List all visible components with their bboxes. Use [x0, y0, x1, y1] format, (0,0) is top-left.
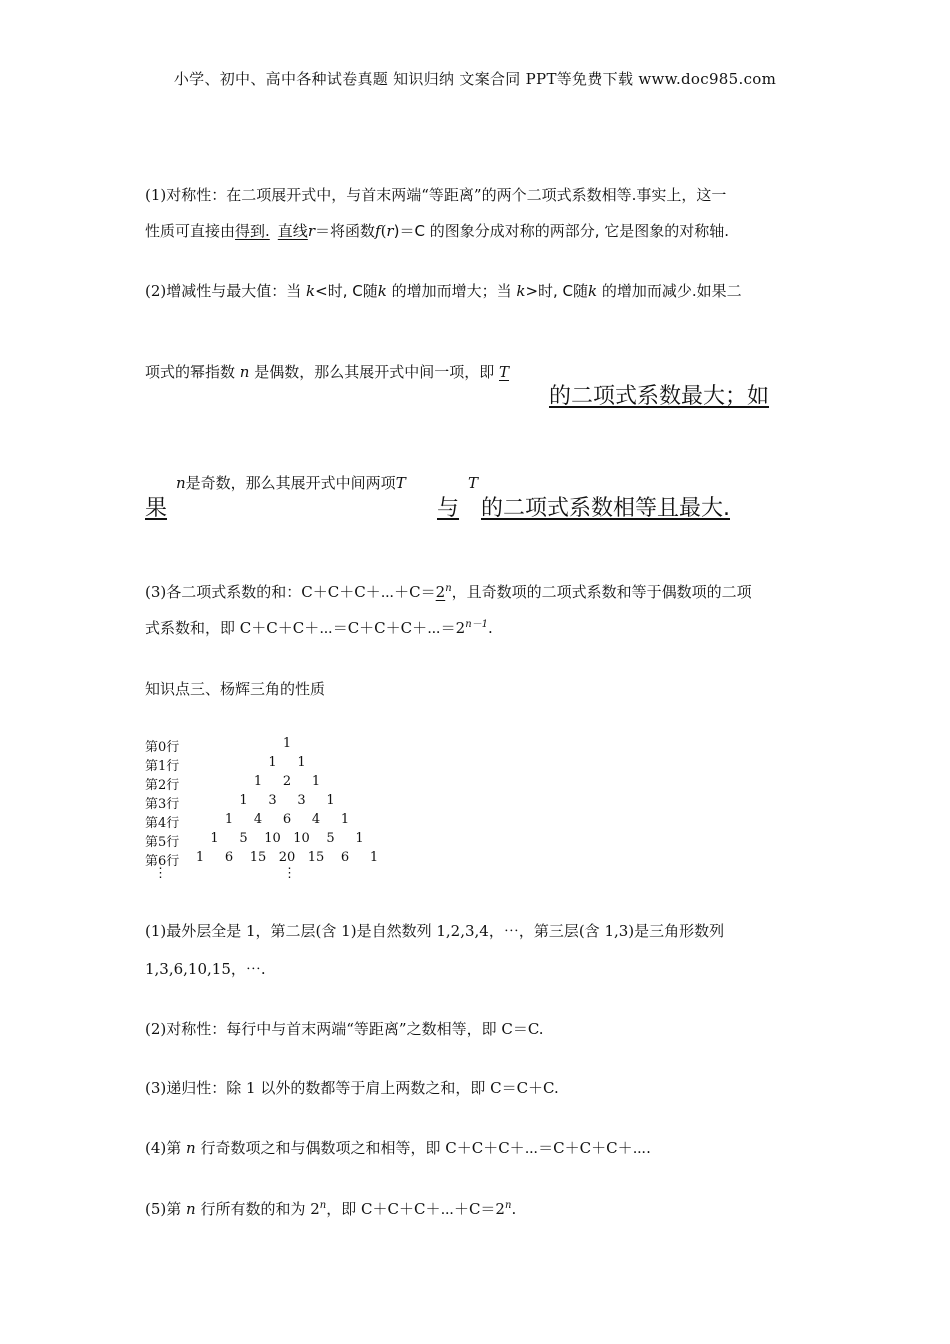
symmetry-text-1: (1)对称性：在二项展开式中，与首末两端“等距离”的两个二项式系数相等.事实上，这一 — [145, 186, 727, 204]
triangle-row-label: 第1行 — [145, 759, 180, 774]
triangle-number: 10 — [293, 831, 310, 846]
var-k3: k — [516, 282, 526, 300]
prop-3 — [145, 1081, 559, 1096]
triangle-number: 1 — [239, 793, 248, 808]
monotonic-big-text-2 — [145, 491, 167, 522]
sum-text-1a: (3)各二项式系数的和：C＋C＋C＋⋯＋C＝ — [145, 583, 436, 601]
header-text: 小学、初中、高中各种试卷真题 知识归纳 文案合同 PPT等免费下载 www.doc985.com — [173, 70, 777, 88]
vdots-center — [283, 866, 296, 881]
symmetry-text-2c: 直线 — [277, 222, 308, 240]
triangle-row-label: 第2行 — [145, 778, 180, 793]
triangle-number: 1 — [369, 850, 379, 865]
triangle-number: 3 — [297, 793, 306, 808]
triangle-number: 1 — [297, 755, 306, 770]
big-text-equal-max: 的二项式系数相等且最大. — [481, 496, 730, 521]
section-title-text: 知识点三、杨辉三角的性质 — [145, 680, 326, 698]
big-text-max: 的二项式系数最大；如 — [549, 384, 770, 409]
triangle-row-label: 第5行 — [145, 835, 180, 850]
prop-5-text-b: 行所有数的和为 2 — [195, 1200, 320, 1218]
prop-5-text-c: ，即 C＋C＋C＋⋯＋C＝2 — [326, 1200, 505, 1218]
triangle-row-label: 第0行 — [145, 740, 180, 755]
prop-5-sup-1: n — [319, 1200, 327, 1211]
prop-2 — [145, 1022, 544, 1037]
prop-1-line-2 — [145, 962, 266, 977]
sum-text-1c: ，且奇数项的二项式系数和等于偶数项的二项 — [451, 583, 752, 601]
monotonic-big-text-1 — [549, 379, 769, 410]
triangle-number: 3 — [268, 793, 277, 808]
triangle-row-label: 第3行 — [145, 797, 180, 812]
sum-sup-n-1: n－1 — [465, 619, 488, 630]
prop-1-text-1: (1)最外层全是 1，第二层(含 1)是自然数列 1,2,3,4，⋯，第三层(含 1,3)是三角形数列 — [145, 922, 725, 940]
symmetry-var-r1: r — [307, 222, 315, 240]
triangle-number: 1 — [282, 736, 292, 751]
triangle-number: 20 — [278, 850, 296, 865]
triangle-number: 1 — [253, 774, 263, 789]
symmetry-line-2 — [145, 224, 729, 239]
prop-2-text: (2)对称性：每行中与首末两端“等距离”之数相等，即 C＝C. — [145, 1020, 544, 1038]
sum-text-1b: 2 — [435, 583, 446, 601]
monotonic-text-2b: 是偶数，那么其展开式中间一项，即 — [249, 363, 499, 381]
triangle-number: 1 — [355, 831, 364, 846]
triangle-number: 2 — [282, 774, 292, 789]
monotonic-line-2 — [145, 365, 509, 380]
triangle-row-label: 第4行 — [145, 816, 180, 831]
var-k1: k — [306, 282, 316, 300]
symmetry-text-2i: )＝C 的图象分成对称的两部分, 它是图象的对称轴. — [393, 222, 729, 240]
sum-text-2a: 式系数和，即 C＋C＋C＋⋯＝C＋C＋C＋⋯＝2 — [145, 619, 466, 637]
vdots-left-glyph: ⋮ — [154, 866, 167, 881]
monotonic-text-1b: <时, C随 — [315, 282, 378, 300]
var-k2: k — [377, 282, 387, 300]
sum-text-2b: . — [488, 619, 493, 637]
monotonic-text-2a: 项式的幂指数 — [145, 363, 240, 381]
symmetry-var-r2: r — [386, 222, 394, 240]
monotonic-text-1e: 的增加而减少.如果二 — [597, 282, 742, 300]
prop-5-var-n: n — [186, 1200, 196, 1218]
var-n2: n — [176, 474, 186, 492]
monotonic-T3 — [468, 476, 478, 491]
vdots-center-glyph: ⋮ — [283, 866, 296, 881]
triangle-number: 15 — [249, 850, 267, 865]
var-T1: T — [499, 363, 510, 381]
triangle-number: 1 — [268, 755, 277, 770]
triangle-number: 6 — [282, 812, 292, 827]
triangle-number: 1 — [311, 774, 321, 789]
monotonic-line-1 — [145, 284, 742, 299]
section-title — [145, 682, 325, 697]
monotonic-big-text-4 — [481, 491, 730, 522]
monotonic-text-1d: >时, C随 — [525, 282, 589, 300]
triangle-number: 15 — [307, 850, 325, 865]
sum-line-2 — [145, 620, 493, 636]
var-T2: T — [395, 474, 406, 492]
page-header — [0, 68, 950, 89]
monotonic-text-1a: (2)增减性与最大值：当 — [145, 282, 307, 300]
sum-line-1 — [145, 584, 752, 600]
triangle-row-label: 第6行 — [145, 854, 180, 869]
var-T3: T — [468, 474, 479, 492]
var-n1: n — [239, 363, 250, 381]
triangle-number: 6 — [224, 850, 234, 865]
sum-sup-n: n — [445, 583, 452, 594]
triangle-number: 4 — [311, 812, 321, 827]
triangle-number: 1 — [195, 850, 205, 865]
triangle-number: 4 — [253, 812, 263, 827]
symmetry-text-2e: ＝将函数 — [314, 222, 375, 240]
vdots-left — [154, 866, 167, 881]
prop-1-text-2: 1,3,6,10,15，⋯. — [145, 960, 266, 978]
monotonic-text-3: 是奇数，那么其展开式中间两项 — [185, 474, 396, 492]
triangle-number: 1 — [326, 793, 335, 808]
triangle-number: 6 — [340, 850, 350, 865]
prop-5-sup-2: n — [504, 1200, 512, 1211]
triangle-number: 1 — [340, 812, 350, 827]
prop-3-text: (3)递归性：除 1 以外的数都等于肩上两数之和，即 C＝C＋C. — [145, 1079, 559, 1097]
symmetry-var-f: f — [375, 222, 381, 240]
big-text-guo: 果 — [145, 496, 168, 521]
var-k4: k — [588, 282, 598, 300]
triangle-number: 1 — [210, 831, 219, 846]
prop-4-text-a: (4)第 — [145, 1139, 187, 1157]
symmetry-paren: ( — [380, 222, 387, 240]
prop-4 — [145, 1141, 651, 1156]
prop-4-text-b: 行奇数项之和与偶数项之和相等，即 C＋C＋C＋⋯＝C＋C＋C＋⋯. — [195, 1139, 651, 1157]
symmetry-line-1 — [145, 188, 726, 203]
prop-5 — [145, 1201, 516, 1217]
triangle-number: 5 — [239, 831, 248, 846]
triangle-number: 5 — [326, 831, 335, 846]
monotonic-text-1c: 的增加而增大；当 — [386, 282, 517, 300]
big-text-yu: 与 — [437, 496, 460, 521]
monotonic-line-3-small — [176, 476, 406, 491]
prop-5-text-d: . — [511, 1200, 517, 1218]
prop-5-text-a: (5)第 — [145, 1200, 187, 1218]
triangle-number: 1 — [224, 812, 234, 827]
prop-1-line-1 — [145, 924, 724, 939]
symmetry-text-2b: 得到. — [235, 222, 270, 240]
triangle-number: 10 — [264, 831, 281, 846]
symmetry-text-2a: 性质可直接由 — [145, 222, 236, 240]
monotonic-big-text-3 — [437, 491, 459, 522]
prop-4-var-n: n — [186, 1139, 196, 1157]
